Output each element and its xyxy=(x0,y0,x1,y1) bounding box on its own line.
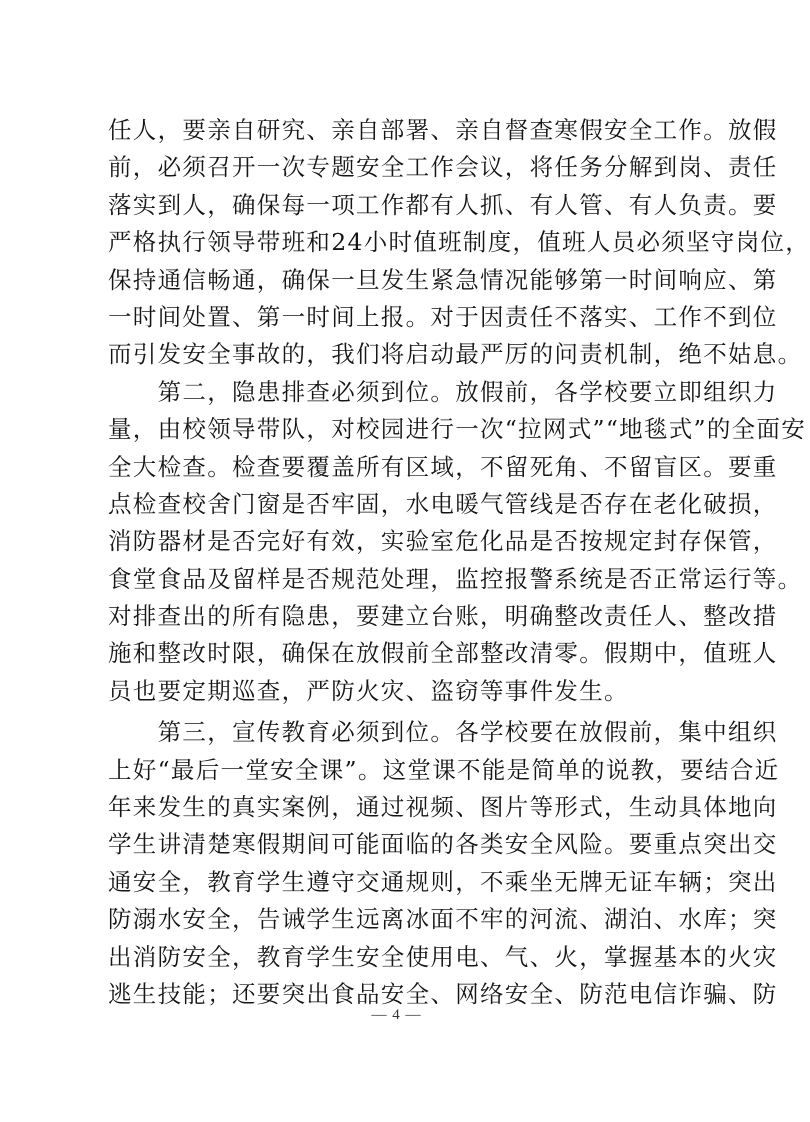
text-line: 消防器材是否完好有效，实验室危化品是否按规定封存保管， xyxy=(108,527,778,556)
page-number: — 4 — xyxy=(371,1007,422,1023)
text-line: 量，由校领导带队，对校园进行一次“拉网式”“地毯式”的全面安 xyxy=(108,415,807,444)
text-line: 出消防安全，教育学生安全使用电、气、火，掌握基本的火灾 xyxy=(108,942,778,971)
text-line: 全大检查。检查要覆盖所有区域，不留死角、不留盲区。要重 xyxy=(108,452,778,481)
text-line: 逃生技能；还要突出食品安全、网络安全、防范电信诈骗、防 xyxy=(108,979,778,1008)
text-line: 前，必须召开一次专题安全工作会议，将任务分解到岗、责任 xyxy=(108,153,778,182)
text-line: 严格执行领导带班和24小时值班制度，值班人员必须坚守岗位， xyxy=(108,228,810,257)
text-line: 而引发安全事故的，我们将启动最严厉的问责机制，绝不姑息。 xyxy=(108,340,803,369)
text-line: 施和整改时限，确保在放假前全部整改清零。假期中，值班人 xyxy=(108,639,778,668)
text-line: 食堂食品及留样是否规范处理，监控报警系统是否正常运行等。 xyxy=(108,564,803,593)
text-line: 点检查校舍门窗是否牢固，水电暖气管线是否存在老化破损， xyxy=(108,489,778,518)
text-line: 上好“最后一堂安全课”。这堂课不能是简单的说教，要结合近 xyxy=(108,755,780,784)
text-line: 一时间处置、第一时间上报。对于因责任不落实、工作不到位 xyxy=(108,302,778,331)
text-line: 落实到人，确保每一项工作都有人抓、有人管、有人负责。要 xyxy=(108,190,778,219)
text-line: 任人，要亲自研究、亲自部署、亲自督查寒假安全工作。放假 xyxy=(108,116,778,144)
text-line: 学生讲清楚寒假期间可能面临的各类安全风险。要重点突出交 xyxy=(108,830,778,859)
text-line: 年来发生的真实案例，通过视频、图片等形式，生动具体地向 xyxy=(108,793,778,822)
text-line: 对排查出的所有隐患，要建立台账，明确整改责任人、整改措 xyxy=(108,602,778,631)
text-line: 第三，宣传教育必须到位。各学校要在放假前，集中组织 xyxy=(108,718,778,747)
text-line: 员也要定期巡查，严防火灾、盗窃等事件发生。 xyxy=(108,676,629,705)
text-line: 第二，隐患排查必须到位。放假前，各学校要立即组织力 xyxy=(108,377,778,406)
text-line: 通安全，教育学生遵守交通规则，不乘坐无牌无证车辆；突出 xyxy=(108,867,778,896)
body-text xyxy=(108,112,810,1013)
text-line: 防溺水安全，告诫学生远离冰面不牢的河流、湖泊、水库；突 xyxy=(108,905,778,934)
text-line: 保持通信畅通，确保一旦发生紧急情况能够第一时间响应、第 xyxy=(108,265,778,294)
